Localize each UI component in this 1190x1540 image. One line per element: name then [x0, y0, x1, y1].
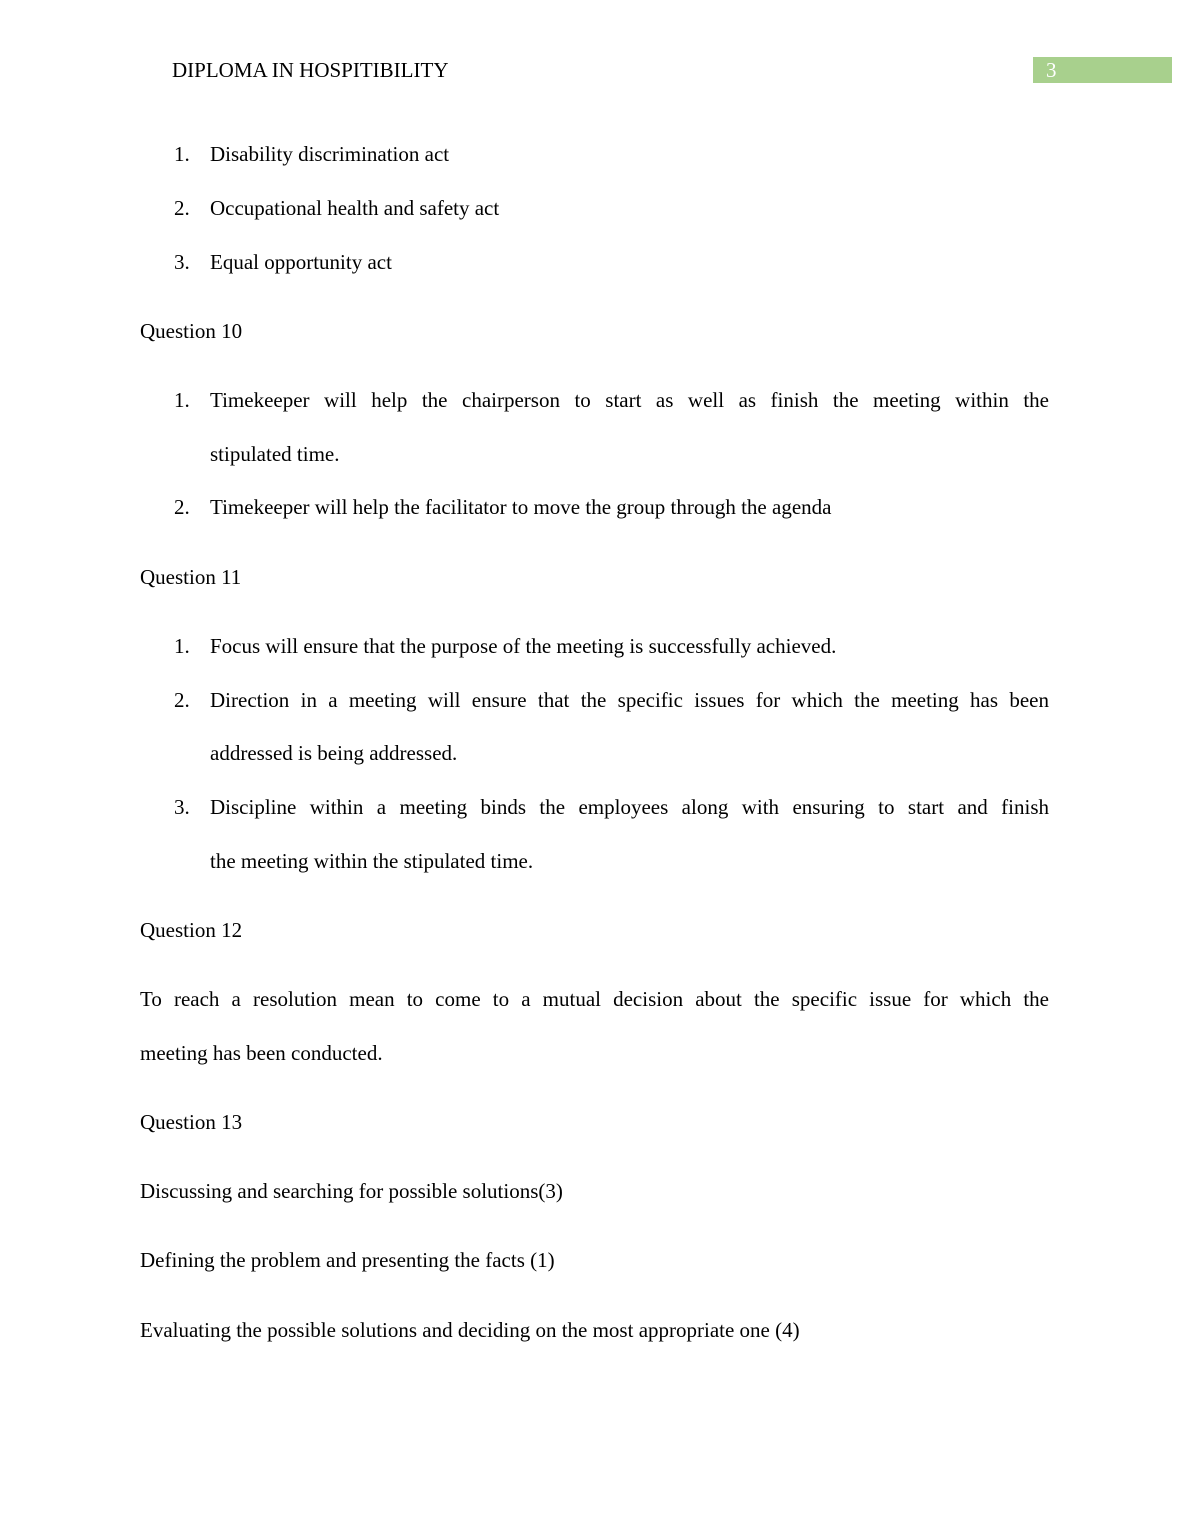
question-10-heading: Question 10 [140, 319, 243, 343]
header-title: DIPLOMA IN HOSPITIBILITY [172, 58, 449, 82]
question-12-heading: Question 12 [140, 918, 243, 942]
list-item: Disability discrimination act [210, 142, 450, 166]
list-item-number: 3. [174, 250, 190, 274]
list-item-number: 2. [174, 495, 190, 519]
list-item-number: 1. [174, 142, 190, 166]
list-item-number: 1. [174, 388, 190, 412]
answer-line: Defining the problem and presenting the facts (1) [140, 1248, 555, 1272]
list-item: Focus will ensure that the purpose of the meeting is successfully achieved. [210, 634, 837, 658]
list-item: Equal opportunity act [210, 250, 392, 274]
list-item: Timekeeper will help the chairperson to start as well as finish the meeting within the [210, 388, 1049, 412]
page-number: 3 [1033, 57, 1172, 83]
list-item: Direction in a meeting will ensure that the specific issues for which the meeting has been [210, 688, 1049, 712]
list-item-continuation: addressed is being addressed. [210, 741, 458, 765]
question-13-heading: Question 13 [140, 1110, 243, 1134]
list-item-continuation: stipulated time. [210, 442, 340, 466]
question-11-heading: Question 11 [140, 565, 242, 589]
paragraph: To reach a resolution mean to come to a mutual decision about the specific issue for which the [140, 987, 1049, 1011]
paragraph-continuation: meeting has been conducted. [140, 1041, 383, 1065]
list-item-number: 2. [174, 196, 190, 220]
list-item: Discipline within a meeting binds the employees along with ensuring to start and finish [210, 795, 1049, 819]
list-item-number: 3. [174, 795, 190, 819]
list-item-number: 2. [174, 688, 190, 712]
answer-line: Evaluating the possible solutions and deciding on the most appropriate one (4) [140, 1318, 800, 1342]
list-item: Occupational health and safety act [210, 196, 500, 220]
list-item-number: 1. [174, 634, 190, 658]
list-item: Timekeeper will help the facilitator to move the group through the agenda [210, 495, 832, 519]
answer-line: Discussing and searching for possible solutions(3) [140, 1179, 563, 1203]
list-item-continuation: the meeting within the stipulated time. [210, 849, 534, 873]
